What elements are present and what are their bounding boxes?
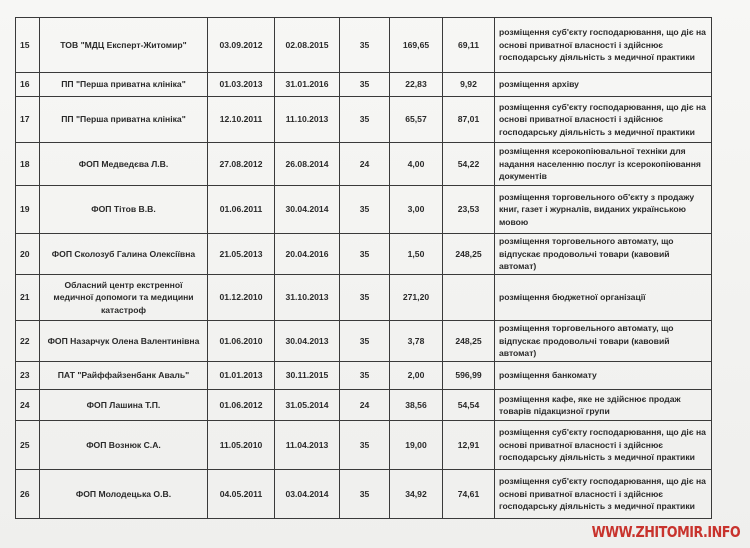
lease-table xyxy=(15,17,712,519)
row-number: 19 xyxy=(16,186,40,234)
term: 35 xyxy=(340,470,390,519)
term: 35 xyxy=(340,97,390,143)
table-row xyxy=(16,421,712,470)
price: 74,61 xyxy=(443,470,495,519)
area: 271,20 xyxy=(390,275,443,321)
area: 38,56 xyxy=(390,390,443,421)
tenant-name: ФОП Сколозуб Галина Олексіївна xyxy=(40,234,208,275)
price: 9,92 xyxy=(443,73,495,97)
table-row xyxy=(16,97,712,143)
date-from: 01.06.2010 xyxy=(208,321,275,362)
date-from: 03.09.2012 xyxy=(208,18,275,73)
tenant-name: Обласний центр екстренної медичної допомоги та медицини катастроф xyxy=(40,275,208,321)
date-from: 01.06.2011 xyxy=(208,186,275,234)
area: 1,50 xyxy=(390,234,443,275)
tenant-name: ПП "Перша приватна клініка" xyxy=(40,97,208,143)
date-from: 12.10.2011 xyxy=(208,97,275,143)
purpose: розміщення торговельного автомату, що відпускає продовольчі товари (кавовий автомат) xyxy=(495,321,712,362)
date-to: 30.04.2014 xyxy=(275,186,340,234)
price: 248,25 xyxy=(443,321,495,362)
date-from: 01.03.2013 xyxy=(208,73,275,97)
tenant-name: ФОП Тітов В.В. xyxy=(40,186,208,234)
table-row xyxy=(16,186,712,234)
area: 169,65 xyxy=(390,18,443,73)
row-number: 25 xyxy=(16,421,40,470)
term: 35 xyxy=(340,421,390,470)
price: 54,22 xyxy=(443,143,495,186)
price: 12,91 xyxy=(443,421,495,470)
term: 35 xyxy=(340,275,390,321)
term: 35 xyxy=(340,18,390,73)
row-number: 23 xyxy=(16,362,40,390)
site-watermark: WWW.ZHITOMIR.INFO xyxy=(591,523,740,541)
purpose: розміщення суб'єкту господарювання, що діє на основі приватної власності і здійснює господарську діяльність з медичної практики xyxy=(495,97,712,143)
table-row xyxy=(16,321,712,362)
purpose: розміщення бюджетної організації xyxy=(495,275,712,321)
tenant-name: ФОП Медведєва Л.В. xyxy=(40,143,208,186)
row-number: 18 xyxy=(16,143,40,186)
area: 65,57 xyxy=(390,97,443,143)
area: 3,00 xyxy=(390,186,443,234)
table-row xyxy=(16,18,712,73)
term: 35 xyxy=(340,362,390,390)
date-to: 31.10.2013 xyxy=(275,275,340,321)
price: 23,53 xyxy=(443,186,495,234)
date-to: 11.10.2013 xyxy=(275,97,340,143)
term: 35 xyxy=(340,321,390,362)
date-from: 04.05.2011 xyxy=(208,470,275,519)
row-number: 21 xyxy=(16,275,40,321)
table-row xyxy=(16,470,712,519)
term: 24 xyxy=(340,143,390,186)
table-row xyxy=(16,362,712,390)
tenant-name: ФОП Молодецька О.В. xyxy=(40,470,208,519)
purpose: розміщення суб'єкту господарювання, що діє на основі приватної власності і здійснює господарську діяльність з медичної практики xyxy=(495,421,712,470)
area: 34,92 xyxy=(390,470,443,519)
date-from: 21.05.2013 xyxy=(208,234,275,275)
row-number: 24 xyxy=(16,390,40,421)
tenant-name: ФОП Назарчук Олена Валентинівна xyxy=(40,321,208,362)
date-to: 26.08.2014 xyxy=(275,143,340,186)
term: 35 xyxy=(340,234,390,275)
date-from: 01.06.2012 xyxy=(208,390,275,421)
tenant-name: ПАТ "Райффайзенбанк Аваль" xyxy=(40,362,208,390)
row-number: 20 xyxy=(16,234,40,275)
purpose: розміщення банкомату xyxy=(495,362,712,390)
area: 22,83 xyxy=(390,73,443,97)
date-to: 30.04.2013 xyxy=(275,321,340,362)
area: 19,00 xyxy=(390,421,443,470)
tenant-name: ПП "Перша приватна клініка" xyxy=(40,73,208,97)
term: 35 xyxy=(340,186,390,234)
purpose: розміщення торговельного автомату, що відпускає продовольчі товари (кавовий автомат) xyxy=(495,234,712,275)
purpose: розміщення архіву xyxy=(495,73,712,97)
table-row xyxy=(16,73,712,97)
price: 69,11 xyxy=(443,18,495,73)
table-row xyxy=(16,390,712,421)
table-row xyxy=(16,234,712,275)
table-row xyxy=(16,143,712,186)
price: 596,99 xyxy=(443,362,495,390)
date-to: 20.04.2016 xyxy=(275,234,340,275)
date-to: 11.04.2013 xyxy=(275,421,340,470)
price: 54,54 xyxy=(443,390,495,421)
price: 248,25 xyxy=(443,234,495,275)
tenant-name: ТОВ "МДЦ Експерт-Житомир" xyxy=(40,18,208,73)
date-from: 01.01.2013 xyxy=(208,362,275,390)
tenant-name: ФОП Лашина Т.П. xyxy=(40,390,208,421)
purpose: розміщення суб'єкту господарювання, що діє на основі приватної власності і здійснює господарську діяльність з медичної практики xyxy=(495,470,712,519)
purpose: розміщення торговельного об'єкту з продажу книг, газет і журналів, виданих українською мовою xyxy=(495,186,712,234)
date-from: 11.05.2010 xyxy=(208,421,275,470)
row-number: 22 xyxy=(16,321,40,362)
row-number: 26 xyxy=(16,470,40,519)
date-to: 03.04.2014 xyxy=(275,470,340,519)
date-from: 01.12.2010 xyxy=(208,275,275,321)
price xyxy=(443,275,495,321)
purpose: розміщення суб'єкту господарювання, що діє на основі приватної власності і здійснює господарську діяльність з медичної практики xyxy=(495,18,712,73)
area: 4,00 xyxy=(390,143,443,186)
date-from: 27.08.2012 xyxy=(208,143,275,186)
tenant-name: ФОП Вознюк С.А. xyxy=(40,421,208,470)
price: 87,01 xyxy=(443,97,495,143)
row-number: 15 xyxy=(16,18,40,73)
date-to: 02.08.2015 xyxy=(275,18,340,73)
table-row xyxy=(16,275,712,321)
area: 2,00 xyxy=(390,362,443,390)
purpose: розміщення ксерокопіювальної техніки для надання населенню послуг із ксерокопіювання документів xyxy=(495,143,712,186)
row-number: 16 xyxy=(16,73,40,97)
purpose: розміщення кафе, яке не здійснює продаж товарів підакцизної групи xyxy=(495,390,712,421)
row-number: 17 xyxy=(16,97,40,143)
term: 24 xyxy=(340,390,390,421)
date-to: 30.11.2015 xyxy=(275,362,340,390)
date-to: 31.01.2016 xyxy=(275,73,340,97)
date-to: 31.05.2014 xyxy=(275,390,340,421)
area: 3,78 xyxy=(390,321,443,362)
term: 35 xyxy=(340,73,390,97)
